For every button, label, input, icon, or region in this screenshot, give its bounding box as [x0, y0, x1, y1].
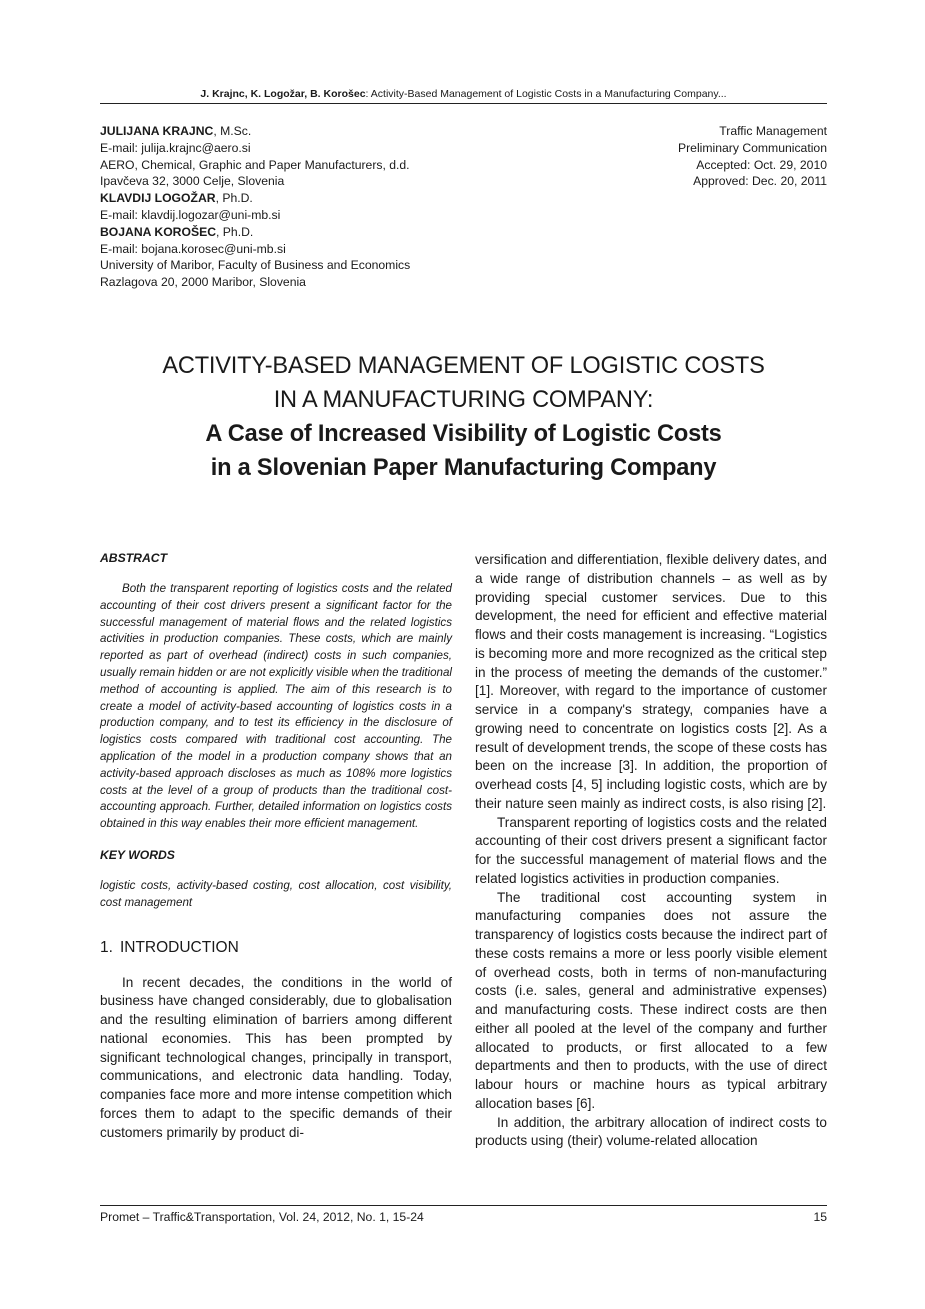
article-field: Traffic Management	[719, 124, 827, 138]
shared-organization: University of Maribor, Faculty of Business and Economics	[100, 258, 411, 273]
right-column	[475, 551, 827, 1151]
author-3-degree: , Ph.D.	[216, 224, 254, 239]
intro-paragraph-3: The traditional cost accounting system in manufacturing companies does not assure the transparency of logistics costs because the indirect part of these costs remains a more or less poorly visible element of overhead costs, both in terms of non-manufacturing costs (i.e. sales, general and administrative expenses) and manufacturing costs. These indirect costs are then either all pooled at the level of the company and further allocated to products, or first allocated to a few departments and then to products, with the use of direct labour hours or machine hours as typical arbitrary allocation bases [6].	[475, 889, 827, 1111]
author-1-email: E-mail: julija.krajnc@aero.si	[100, 140, 251, 155]
article-type: Preliminary Communication	[677, 140, 827, 155]
introduction-heading	[100, 938, 452, 958]
intro-paragraph-2: Transparent reporting of logistics costs and the related accounting of their cost drivers present a significant factor for the successful management of material flows and the related logistics activities in production companies.	[475, 814, 827, 886]
author-1-organization: AERO, Chemical, Graphic and Paper Manufacturers, d.d.	[100, 157, 410, 172]
page-footer	[100, 1205, 827, 1226]
author-1-address: Ipavčeva 32, 3000 Celje, Slovenia	[100, 174, 285, 189]
author-3-email: E-mail: bojana.korosec@uni-mb.si	[100, 241, 286, 256]
subtitle-line-2: in a Slovenian Paper Manufacturing Company	[210, 455, 717, 481]
author-affiliations	[100, 123, 500, 291]
page-number: 15	[813, 1210, 827, 1224]
running-header-authors: J. Krajnc, K. Logožar, B. Korošec	[200, 88, 366, 100]
journal-citation: Promet – Traffic&Transportation, Vol. 24, 2012, No. 1, 15-24	[100, 1210, 424, 1224]
intro-paragraph-1-continued: versification and differentiation, flexible delivery dates, and a wide range of distribution channels – as well as by providing special customer services. Due to this development, the need for efficient and effective material flows and their costs management is increasing. “Logistics is becoming more and more recognized as the critical step in the process of meeting the demands of the customer.” [1]. Moreover, with regard to the importance of customer service in a company's strategy, companies have a growing need to concentrate on logistics costs [2]. As a result of development trends, the scope of these costs has been on the increase [3]. In addition, the proportion of overhead costs [4, 5] including logistic costs, which are by their nature seen mainly as indirect costs, is also rising [2].	[475, 552, 827, 811]
author-2-name: KLAVDIJ LOGOŽAR	[100, 191, 216, 206]
abstract-heading: ABSTRACT	[100, 551, 168, 565]
author-2-email: E-mail: klavdij.logozar@uni-mb.si	[100, 207, 281, 222]
keywords-heading: KEY WORDS	[100, 847, 175, 862]
section-number: 1.	[100, 938, 113, 956]
title-line-2: IN A MANUFACTURING COMPANY:	[273, 387, 654, 413]
article-metadata	[560, 123, 827, 190]
running-header-title: : Activity-Based Management of Logistic Costs in a Manufacturing Company...	[365, 88, 727, 100]
accepted-date: Accepted: Oct. 29, 2010	[696, 157, 827, 172]
intro-paragraph-1: In recent decades, the conditions in the world of business have changed considerably, due to globalisation and the resulting elimination of barriers among different national economies. This has been prompted by significant technological changes, principally in transport, communications, and electronic data handling. Today, companies face more and more intense competition which forces them to adapt to the specific demands of their customers primarily by product di-	[100, 974, 452, 1140]
title-line-1: ACTIVITY-BASED MANAGEMENT OF LOGISTIC COSTS	[162, 353, 765, 379]
abstract-text: Both the transparent reporting of logistics costs and the related accounting of their cost drivers present a significant factor for the successful management of material flows and the related logistics activities in production companies. These costs, which are mainly reported as part of overhead (indirect) costs in such companies, usually remain hidden or are not explicitly visible when the traditional method of accounting is applied. The aim of this research is to create a model of activity-based accounting of logistics costs in a production company, and to test its efficiency in the disclosure of logistics costs compared with traditional cost accounting. The application of the model in a production company shows that an activity-based approach discloses as much as 108% more logistics costs at the level of a group of products than the traditional cost-accounting approach. Further, detailed information on logistics costs obtained in this way enables their more efficient management.	[100, 582, 452, 831]
paper-title	[100, 349, 827, 485]
author-1-name: JULIJANA KRAJNC	[100, 124, 214, 138]
approved-date: Approved: Dec. 20, 2011	[693, 174, 827, 189]
keywords-text: logistic costs, activity-based costing, cost allocation, cost visibility, cost management	[100, 878, 452, 909]
author-1-degree: , M.Sc.	[213, 124, 252, 138]
running-header	[100, 87, 827, 104]
author-2-degree: , Ph.D.	[215, 191, 253, 206]
author-3-name: BOJANA KOROŠEC	[100, 224, 217, 239]
intro-paragraph-4: In addition, the arbitrary allocation of indirect costs to products using (their) volume-related allocation	[475, 1114, 827, 1149]
section-title: INTRODUCTION	[119, 938, 239, 956]
shared-address: Razlagova 20, 2000 Maribor, Slovenia	[100, 275, 306, 290]
subtitle-line-1: A Case of Increased Visibility of Logistic Costs	[205, 421, 722, 447]
left-column	[100, 550, 452, 1142]
